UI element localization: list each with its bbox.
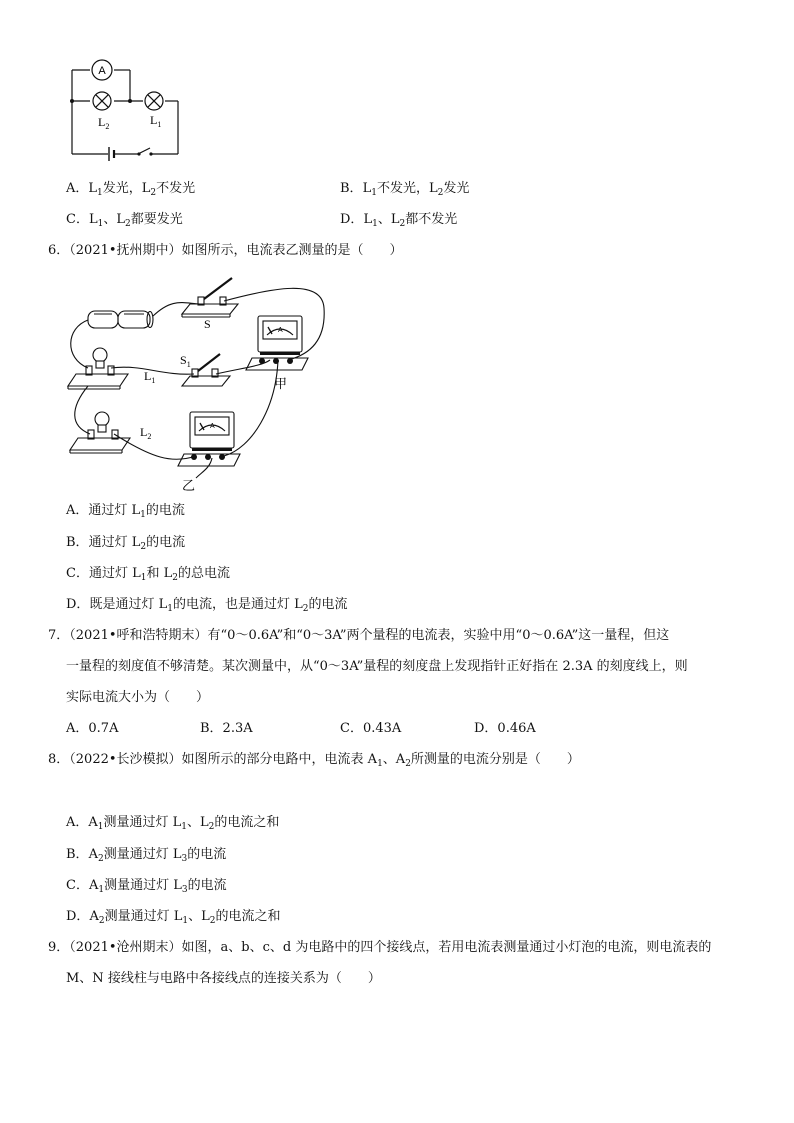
- q5-option-b[interactable]: B．$L_1$不发光，$L_2$发光: [340, 181, 470, 198]
- q8-option-b[interactable]: B．$A_2$测量通过灯 $L_3$的电流: [66, 847, 227, 864]
- q9-stem-line2: M、N 接线柱与电路中各接线点的连接关系为（ ）: [66, 971, 381, 986]
- q9-number: 9．: [48, 940, 70, 955]
- q6-number: 6．: [48, 243, 70, 258]
- q5-option-c[interactable]: C．$L_1$、$L_2$都要发光: [66, 212, 183, 229]
- q6-option-d[interactable]: D．既是通过灯 $L_1$的电流，也是通过灯 $L_2$的电流: [66, 597, 348, 614]
- q7-number: 7．: [48, 628, 70, 643]
- q7-option-d[interactable]: D．0.46A: [474, 721, 536, 736]
- q6-switch-s1-label: $S_1$: [180, 353, 191, 369]
- q5-lamp-left-label: $L_2$: [98, 115, 110, 131]
- q6-stem: [48, 243, 403, 259]
- q6-option-c[interactable]: C．通过灯 $L_1$和 $L_2$的总电流: [66, 566, 230, 583]
- q6-circuit-picture: [62, 268, 332, 494]
- q7-option-b[interactable]: B．2.3A: [200, 721, 253, 736]
- q5-option-a[interactable]: A．$L_1$发光，$L_2$不发光: [66, 181, 196, 198]
- q7-stem-line1: [48, 628, 669, 644]
- q6-meter-jia-label: 甲: [274, 377, 288, 392]
- q6-option-a[interactable]: A．通过灯 $L_1$的电流: [66, 503, 185, 520]
- q6-meter-yi-face-label: A: [210, 423, 215, 430]
- q5-option-d[interactable]: D．$L_1$、$L_2$都不发光: [340, 212, 458, 229]
- q7-stem-line3: 实际电流大小为（ ）: [66, 690, 210, 705]
- q5-ammeter-label: A: [98, 65, 106, 77]
- q8-option-a[interactable]: A．$A_1$测量通过灯 $L_1$、$L_2$的电流之和: [66, 815, 280, 832]
- q8-option-d[interactable]: D．$A_2$测量通过灯 $L_1$、$L_2$的电流之和: [66, 909, 281, 926]
- q6-lamp-l1-label: $L_1$: [144, 369, 156, 385]
- q9-stem-line1: [48, 940, 711, 956]
- q7-stem-line2: 一量程的刻度值不够清楚。某次测量中，从“0～3A”量程的刻度盘上发现指针正好指在 2.3A 的刻度线上，则: [66, 659, 688, 674]
- q6-lamp-l2-label: $L_2$: [140, 425, 152, 441]
- q6-meter-yi-label: 乙: [182, 479, 196, 494]
- q6-switch-s-label: S: [204, 317, 211, 331]
- q6-meter-jia-face-label: A: [278, 327, 283, 334]
- q7-line1-text: （2021•呼和浩特期末）有“0～0.6A”和“0～3A”两个量程的电流表，实验中用“0～0.6A”这一量程，但这: [69, 628, 670, 643]
- q8-stem: 8．（2022•长沙模拟）如图所示的部分电路中，电流表 $A_1$、$A_2$所测量的电流分别是（ ）: [48, 752, 580, 769]
- q8-number: 8．: [48, 752, 70, 767]
- q8-option-c[interactable]: C．$A_1$测量通过灯 $L_3$的电流: [66, 878, 227, 895]
- q7-option-a[interactable]: A．0.7A: [66, 721, 119, 736]
- q5-lamp-right-label: $L_1$: [150, 113, 162, 129]
- q6-option-b[interactable]: B．通过灯 $L_2$的电流: [66, 535, 186, 552]
- q5-circuit-diagram: [62, 56, 192, 162]
- q9-line1-text: （2021•沧州期末）如图，a、b、c、d 为电路中的四个接线点，若用电流表测量通过小灯泡的电流，则电流表的: [69, 940, 712, 955]
- q6-stem-text: （2021•抚州期中）如图所示，电流表乙测量的是（ ）: [69, 243, 403, 258]
- q7-option-c[interactable]: C．0.43A: [340, 721, 402, 736]
